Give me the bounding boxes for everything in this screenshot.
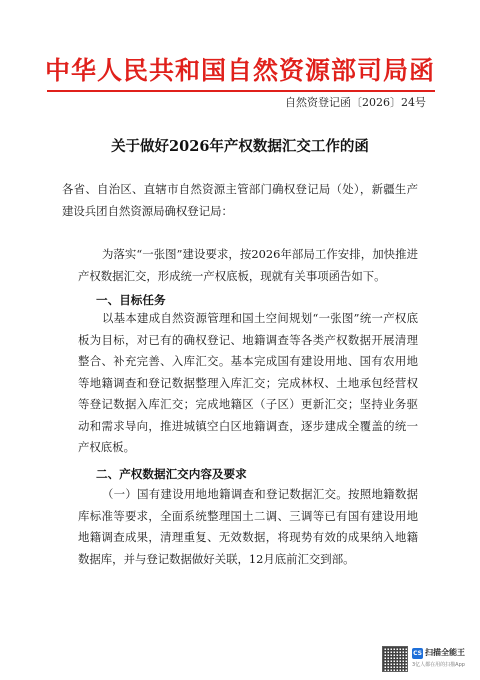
letterhead-title: 中华人民共和国自然资源部司局函 xyxy=(44,56,435,85)
document-title: 关于做好2026年产权数据汇交工作的函 xyxy=(111,138,369,155)
section-1-body: 以基本建成自然资源管理和国土空间规划“一张图”统一产权底板为目标，对已有的确权登记、地籍调查等各类产权数据开展清理整合、补充完善、入库汇交。基本完成国有建设用地、国有农用地等地籍调查和登记数据整理入库汇交；完成林权、土地承包经营权等登记数据入库汇交；完成地籍区（子区）更新汇交；坚持业务驱动和需求导向，推进城镇空白区地籍调查，逐步建成全覆盖的统一产权底板。 xyxy=(78,311,418,454)
qr-code-icon xyxy=(382,646,408,672)
camscanner-logo-icon: CS xyxy=(413,650,422,657)
document-number: 自然资登记函〔2026〕24号 xyxy=(285,96,426,109)
intro-paragraph: 为落实“一张图”建设要求，按2026年部局工作安排，加快推进产权数据汇交，形成统一产权底板，现就有关事项函告如下。 xyxy=(78,247,418,283)
section-2-heading: 二、产权数据汇交内容及要求 xyxy=(96,467,247,481)
section-2-body: （一）国有建设用地地籍调查和登记数据汇交。按照地籍数据库标准等要求，全面系统整理国土二调、三调等已有国有建设用地地籍调查成果，清理重复、无效数据，将现势有效的成果纳入地籍数据库，并与登记数据做好关联，12月底前汇交到部。 xyxy=(78,487,418,566)
scanner-app-name: 扫描全能王 xyxy=(425,648,465,657)
section-1-heading: 一、目标任务 xyxy=(96,293,166,307)
addressees-paragraph: 各省、自治区、直辖市自然资源主管部门确权登记局（处），新疆生产建设兵团自然资源局确权登记局： xyxy=(62,182,418,218)
letterhead-divider xyxy=(47,90,435,92)
scanner-tagline: 3亿人都在用的扫描App xyxy=(412,662,465,668)
